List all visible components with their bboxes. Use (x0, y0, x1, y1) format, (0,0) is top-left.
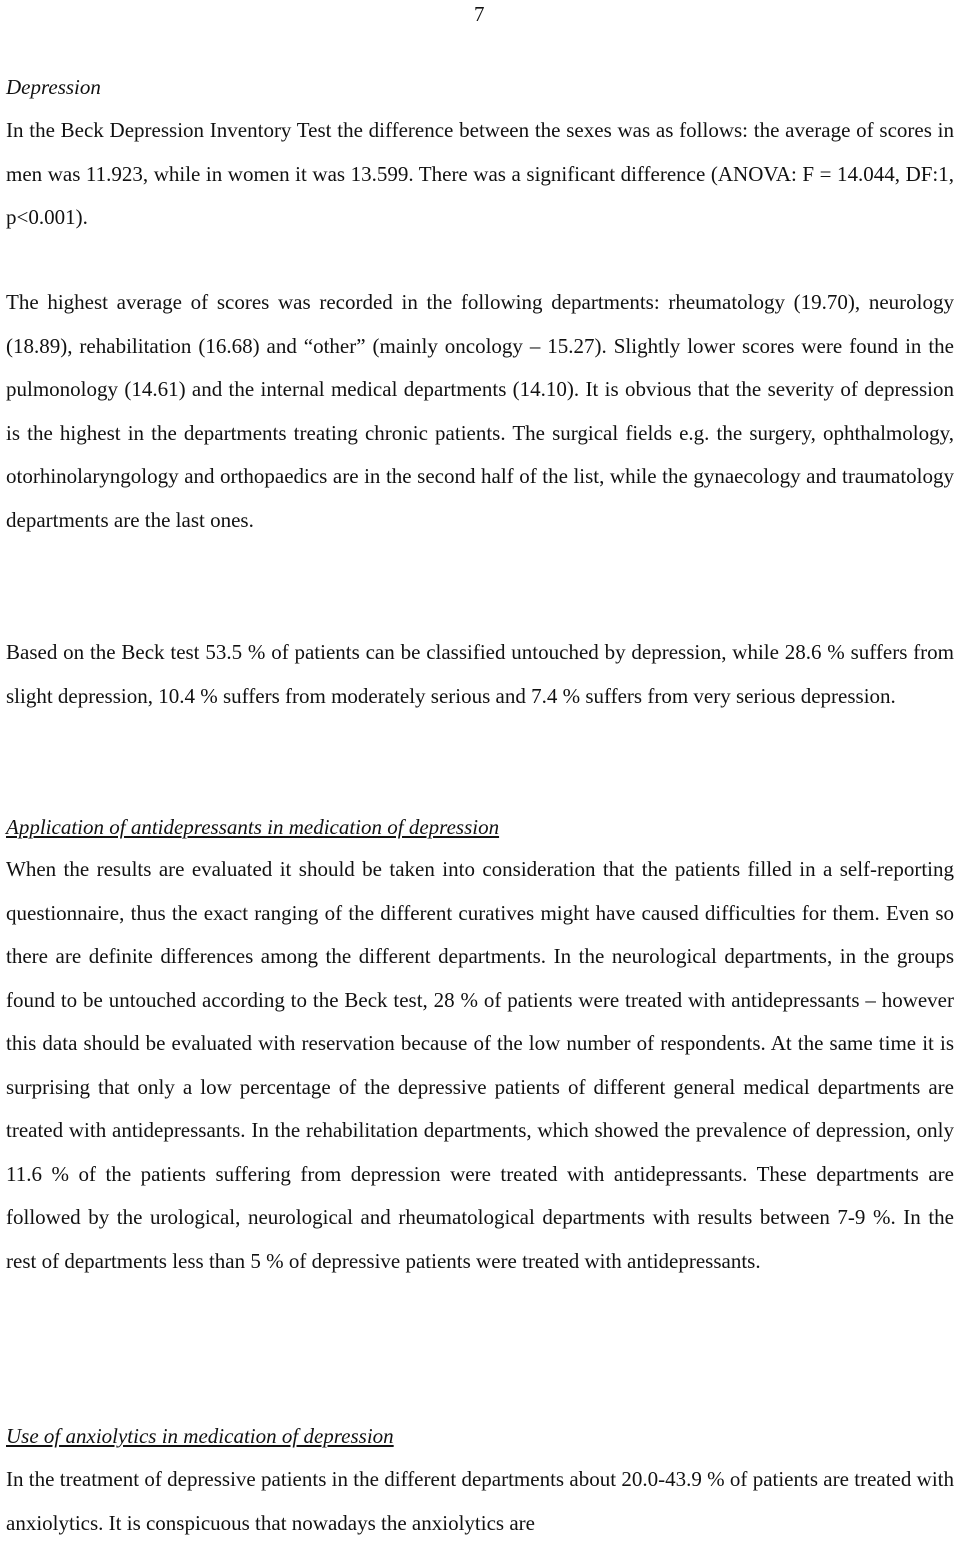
paragraph-anxiolytics: In the treatment of depressive patients in the different departments about 20.0-43.9 % of patients are treated with anxiolytics. It is conspicuous that nowadays the anxiolytics are (6, 1467, 954, 1535)
section-heading-antidepressants: Application of antidepressants in medication of depression (6, 815, 500, 839)
paragraph-antidepressants: When the results are evaluated it should be taken into consideration that the patients filled in a self-reporting questionnaire, thus the exact ranging of the different curatives might have caused difficulties for them. Even so there are definite differences among the different departments. In the neurological departments, in the groups found to be untouched according to the Beck test, 28 % of patients were treated with antidepressants – however this data should be evaluated with reservation because of the low number of respondents. At the same time it is surprising that only a low percentage of the depressive patients of different general medical departments are treated with antidepressants. In the rehabilitation departments, which showed the prevalence of depression, only 11.6 % of the patients suffering from depression were treated with antidepressants. These departments are followed by the urological, neurological and rheumatological departments with results between 7-9 %. In the rest of departments less than 5 % of depressive patients were treated with antidepressants. (6, 857, 954, 1273)
paragraph-sex-difference: In the Beck Depression Inventory Test the difference between the sexes was as follows: the average of scores in men was 11.923, while in women it was 13.599. There was a significant difference (ANOVA: F = 14.044, DF:1, p<0.001). (6, 118, 954, 229)
page-number: 7 (474, 2, 485, 26)
section-heading-anxiolytics: Use of anxiolytics in medication of depression (6, 1424, 394, 1448)
paragraph-beck-classification: Based on the Beck test 53.5 % of patients can be classified untouched by depression, while 28.6 % suffers from slight depression, 10.4 % suffers from moderately serious and 7.4 % suffers from very serious depression. (6, 640, 954, 708)
paragraph-department-scores: The highest average of scores was recorded in the following departments: rheumatology (19.70), neurology (18.89), rehabilitation (16.68) and “other” (mainly oncology – 15.27). Slightly lower scores were found in the pulmonology (14.61) and the internal medical departments (14.10). It is obvious that the severity of depression is the highest in the departments treating chronic patients. The surgical fields e.g. the surgery, ophthalmology, otorhinolaryngology and orthopaedics are in the second half of the list, while the gynaecology and traumatology departments are the last ones. (6, 290, 954, 532)
section-heading-depression: Depression (6, 75, 101, 99)
